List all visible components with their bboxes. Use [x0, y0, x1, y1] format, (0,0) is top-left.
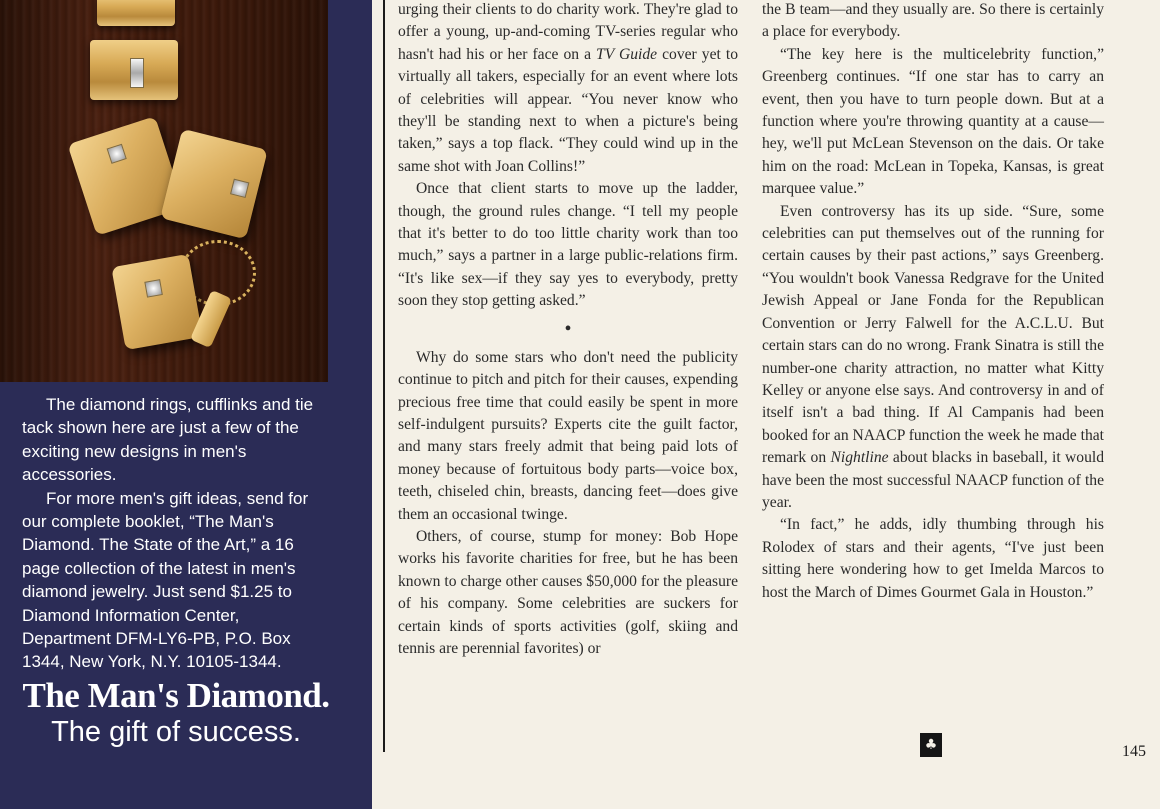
- text-run: urging their clients to do charity work. They're glad to offer a young, up-and-coming TV-series regular who hasn't had his or her face on a: [398, 1, 738, 63]
- ring-gold-diamond: [90, 40, 178, 100]
- article-paragraph: [398, 0, 738, 178]
- text-run: about blacks in baseball, it would have been the most successful NAACP function of the year.: [762, 449, 1104, 511]
- diamond-advertisement: [0, 0, 372, 809]
- ad-caption: [22, 393, 332, 674]
- text-run: cover yet to virtually all takers, especially for an event where lots of celebrities will appear. “You never know who they'll be standing next to when a picture's being taken,” says a top flack. “They could wind up in the same shot with Joan Collins!”: [398, 45, 738, 175]
- article-paragraph: Why do some stars who don't need the publicity continue to pitch and pitch for their causes, expending precious free time that could easily be spent in more self-indulgent pursuits? Experts cite the guilt factor, and many stars freely admit that being paid lots of money because of fortuitous body parts—voice box, teeth, chiseled chin, breasts, dancing feet—does give them an occasional twinge.: [398, 348, 738, 523]
- diamond-stone: [107, 144, 127, 164]
- column-rule: [383, 0, 385, 752]
- end-mark-icon: ♣: [920, 733, 942, 757]
- article-paragraph: “In fact,” he adds, idly thumbing through his Rolodex of stars and their agents, “I've just been sitting here wondering how to get Imelda Marcos to host the March of Dimes Gourmet Gala in Houston.”: [762, 516, 1104, 601]
- show-title: Nightline: [830, 449, 889, 467]
- text-run: Even controversy has its up side. “Sure, some celebrities can put themselves out of the running for certain causes by their past actions,” says Greenberg. “You wouldn't book Vanessa Redgrave for the United Jewish Appeal or Jane Fonda for the Republican Convention or Jerry Falwell for the A.C.L.U. But certain stars can do no wrong. Frank Sinatra is still the number-one charity attraction, no matter what Kitty Kelley or anyone else says. And controversy in and of itself isn't a bad thing. If Al Campanis had been booked for an NAACP function the week he made that remark on: [762, 202, 1104, 467]
- tie-tack: [111, 254, 202, 350]
- magazine-title: TV Guide: [596, 45, 658, 63]
- article-column-2: [762, 0, 1104, 604]
- ad-caption-paragraph: The diamond rings, cufflinks and tie tack shown here are just a few of the exciting new designs in men's accessories.: [22, 395, 314, 485]
- article-paragraph: “The key here is the multicelebrity function,” Greenberg continues. “If one star has to carry an event, then you have to turn people down. But at a function where you're throwing quantity at a cause—hey, we'll put McLean Stevenson on the dais. Or take him on the road: McLean in Topeka, Kansas, is great marquee value.”: [762, 45, 1104, 198]
- diamond-stone: [144, 279, 163, 298]
- ad-brand-name: The Man's Diamond.: [22, 676, 330, 715]
- article-paragraph: Once that client starts to move up the ladder, though, the ground rules change. “I tell my people that it's better to do too little charity work than too much,” says a partner in a large public-relations firm. “It's like sex—if they say yes to everybody, pretty soon they stop getting asked.”: [398, 180, 738, 310]
- ad-offer-paragraph: For more men's gift ideas, send for our complete booklet, “The Man's Diamond. The State of the Art,” a 16 page collection of the latest in men's diamond jewelry. Just send $1.25 to Diamond Information Center, Department DFM-LY6-PB, P.O. Box 1344, New York, N.Y. 10105-1344.: [22, 488, 309, 672]
- ring-top: [97, 0, 175, 26]
- article-column-1: [398, 0, 738, 660]
- section-separator: •: [564, 317, 572, 340]
- diamond-inlay: [130, 58, 144, 88]
- jewelry-photo: [0, 0, 328, 382]
- article-paragraph: [762, 201, 1104, 515]
- page-number: 145: [1122, 743, 1146, 760]
- ad-tagline: The gift of success.: [51, 716, 301, 748]
- article-paragraph: the B team—and they usually are. So there is certainly a place for everybody.: [762, 1, 1104, 41]
- article-paragraph: Others, of course, stump for money: Bob Hope works his favorite charities for free, but he has been known to charge other causes $50,000 for the pleasure of his company. Some celebrities are suckers for certain kinds of sports activities (golf, skiing and tennis are perennial favorites) or: [398, 527, 738, 657]
- diamond-stone: [230, 179, 249, 198]
